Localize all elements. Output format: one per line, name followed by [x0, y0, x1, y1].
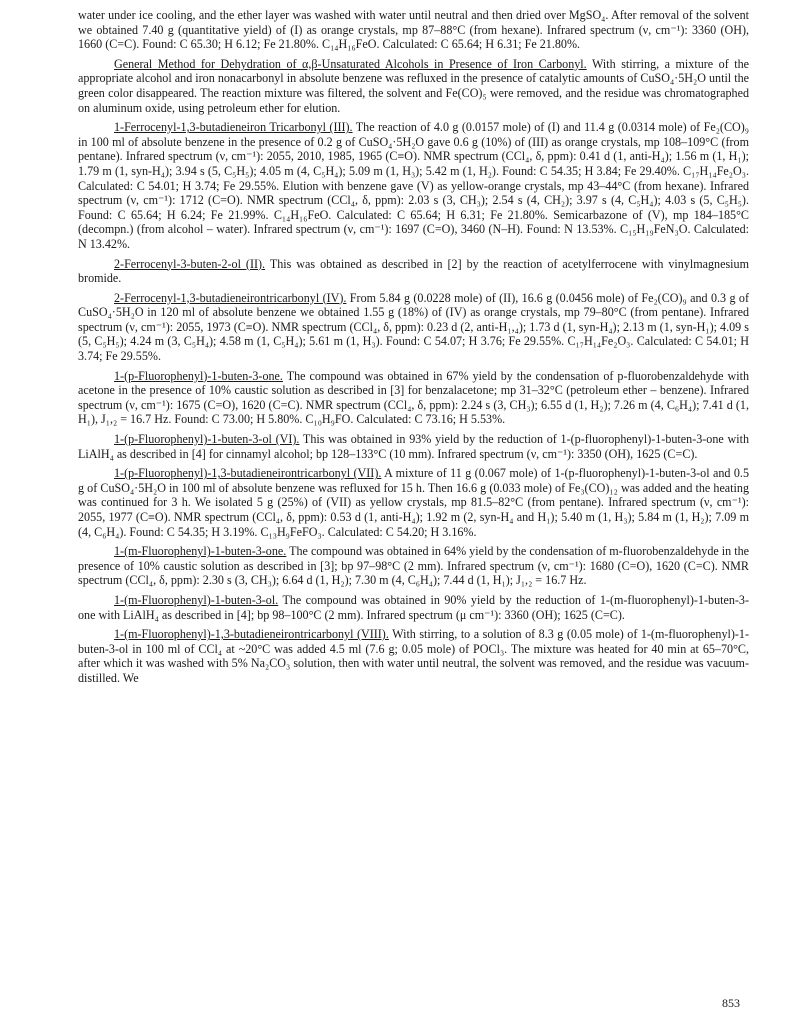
paragraph-p-fluorophenyl-butenone — [78, 369, 749, 427]
paragraph-text: This was obtained in 93% yield by the reduction of 1-(p-fluorophenyl)-1-buten-3-one with LiAlH₄ as described in [4] for cinnamyl alcohol; bp 128–133°C (10 mm). Infrared spectrum (ν, cm⁻¹): 3350 (OH), 1625 (C=C). — [78, 432, 749, 461]
paragraph-text: The compound was obtained in 90% yield by the reduction of 1-(m-fluorophenyl)-1-buten-3-one with LiAlH₄ as described in [4]; bp 98–100°C (2 mm). Infrared spectrum (μ cm⁻¹): 3360 (OH); 1625 (C=C). — [78, 592, 749, 622]
section-heading: 2-Ferrocenyl-1,3-butadieneirontricarbonyl (IV). — [114, 290, 347, 305]
paragraph-text: From 5.84 g (0.0228 mole) of (II), 16.6 g (0.0456 mole) of Fe₂(CO)₉ and 0.3 g of CuSO₄·5H₂O in 120 ml of absolute benzene we obtained 1.55 g (18%) of (IV) as orange crystals, mp 79–80°C (from pentane). Infrared spectrum (ν, cm⁻¹): 2055, 1973 (C≡O). NMR spectrum (CCl₄, δ, ppm): 0.23 d (2, anti-H₁,₄); 1.73 d (1, syn-H₄); 2.13 m (1, syn-H₁); 4.09 s (5, C₅H₅); 4.24 m (3, C₅H₄); 4.58 m (1, C₅H₄); 5.61 m (1, H₃). Found: C 54.07; H 3.76; Fe 29.55%. C₁₇H₁₄Fe₂O₃. Calculated: C 54.01; H 3.74; Fe 29.55%. — [78, 290, 749, 364]
page-number: 853 — [722, 996, 740, 1010]
paragraph-text: With stirring, to a solution of 8.3 g (0.05 mole) of 1-(m-fluorophenyl)-1-buten-3-ol in 100 ml of CCl₄ at ~20°C was added 4.5 ml (7.6 g; 0.05 mole) of POCl₃. The mixture was heated for 40 min at 65–70°C, after which it was washed with 5% Na₂CO₃ solution, then with water until neutral, the solvent was removed, and the residue was vacuum-distilled. We — [78, 627, 749, 685]
paragraph-text: water under ice cooling, and the ether layer was washed with water until neutral and then dried over MgSO₄. After removal of the solvent we obtained 7.40 g (quantitative yield) of (I) as orange crystals, mp 87–88°C (from hexane). Infrared spectrum (ν, cm⁻¹): 3360 (OH), 1660 (C=C). Found: C 65.30; H 6.12; Fe 21.80%. C₁₄H₁₆FeO. Calculated: C 65.64; H 6.31; Fe 21.80%. — [78, 8, 749, 52]
paragraph-compound-viii — [78, 627, 749, 685]
paragraph-text: The compound was obtained in 64% yield by the condensation of m-fluorobenzaldehyde in the presence of 10% caustic solution as described in [3]; bp 97–98°C (2 mm). Infrared spectrum (ν, cm⁻¹): 1680 (C=O), 1620 (C=C). NMR spectrum (CCl₄, δ, ppm): 2.30 s (3, CH₃); 6.64 d (1, H₂); 7.30 m (4, C₆H₄); 7.44 d (1, H₁); J₁,₂ = 16.7 Hz. — [78, 544, 749, 588]
paragraph-compound-vii — [78, 466, 749, 539]
paragraph-text: The reaction of 4.0 g (0.0157 mole) of (I) and 11.4 g (0.0314 mole) of Fe₂(CO)₉ in 100 ml of absolute benzene in the presence of 0.2 g of CuSO₄·5H₂O gave 0.6 g (10%) of (III) as orange crystals, mp 108–109°C (from pentane). Infrared spectrum (ν, cm⁻¹): 2055, 2010, 1985, 1965 (C≡O). NMR spectrum (CCl₄, δ, ppm): 0.41 d (1, anti-H₄); 1.56 m (1, H₁); 1.79 m (1, syn-H₄); 3.94 s (5, C₅H₅); 4.05 m (4, C₅H₄); 5.09 m (1, H₃); 5.42 m (1, H₂). Found: C 54.35; H 3.84; Fe 29.40%. C₁₇H₁₄Fe₂O₃. Calculated: C 54.01; H 3.74; Fe 29.55%. Elution with benzene gave (V) as yellow-orange crystals, mp 43–44°C (from hexane). Infrared spectrum (ν, cm⁻¹): 1712 (C=O). NMR spectrum (CCl₄, δ, ppm): 2.03 s (3, CH₃); 2.54 s (4, CH₂); 3.97 s (4, C₅H₄); 4.03 s (5, C₅H₅). Found: C 65.64; H 6.24; Fe 21.99%. C₁₄H₁₆FeO. Calculated: C 65.64; H 6.31; Fe 21.80%. Semicarbazone of (V), mp 184–185°C (decompn.) (from alcohol – water). Infrared spectrum (ν, cm⁻¹): 1697 (C=O), 3460 (N–H). Found: N 13.53%. C₁₅H₁₉FeN₃O. Calculated: N 13.42%. — [78, 120, 749, 251]
paragraph-compound-vi — [78, 432, 749, 461]
paragraph-m-fluorophenyl-butenone — [78, 544, 749, 588]
section-heading: General Method for Dehydration of α,β-Unsaturated Alcohols in Presence of Iron Carbonyl. — [114, 56, 587, 71]
paragraph-compound-iv — [78, 291, 749, 364]
paragraph-text: The compound was obtained in 67% yield by the condensation of p-fluorobenzaldehyde with acetone in the presence of 10% caustic solution as described in [3] for benzalacetone; mp 31–32°C (petroleum ether – benzene). Infrared spectrum (ν, cm⁻¹): 1675 (C=O), 1620 (C=C). NMR spectrum (CCl₄, δ, ppm): 2.24 s (3, CH₃); 6.55 d (1, H₂); 7.26 m (4, C₆H₄); 7.41 d (1, H₁), J₁,₂ = 16.7 Hz. Found: C 73.00; H 5.80%. C₁₀H₉FO. Calculated: C 73.16; H 5.53%. — [78, 368, 749, 427]
section-heading: 1-Ferrocenyl-1,3-butadieneiron Tricarbonyl (III). — [114, 120, 353, 135]
paragraph-continuation — [78, 8, 749, 52]
section-heading: 1-(m-Fluorophenyl)-1-buten-3-one. — [114, 544, 287, 559]
paragraph-compound-ii — [78, 257, 749, 286]
paragraph-text: With stirring, a mixture of the appropriate alcohol and iron nonacarbonyl in absolute benzene was refluxed in the presence of catalytic amounts of CuSO₄·5H₂O until the green color disappeared. The reaction mixture was filtered, the solvent and Fe(CO)₅ were removed, and the residue was chromatographed on aluminum oxide, using petroleum ether for elution. — [78, 56, 750, 115]
article-body — [78, 8, 749, 691]
paragraph-text: This was obtained as described in [2] by the reaction of acetylferrocene with vinylmagnesium bromide. — [78, 256, 749, 286]
paragraph-general-method — [78, 57, 749, 115]
paragraph-text: A mixture of 11 g (0.067 mole) of 1-(p-fluorophenyl)-1-buten-3-ol and 0.5 g of CuSO₄·5H₂O in 100 ml of absolute benzene was refluxed for 15 h. Then 16.6 g (0.033 mole) of Fe₃(CO)₁₂ was added and the heating was continued for 3 h. We isolated 5 g (25%) of (VII) as yellow crystals, mp 81.5–82°C (from pentane). Infrared spectrum (ν, cm⁻¹): 2055, 1977 (C≡O). NMR spectrum (CCl₄, δ, ppm): 0.53 d (1, anti-H₄); 1.92 m (2, syn-H₄ and H₁); 5.40 m (1, H₃); 5.84 m (1, H₂); 7.09 m (4, C₆H₄). Found: C 54.35; H 3.19%. C₁₃H₉FeFO₃. Calculated: C 54.20; H 3.16%. — [78, 466, 750, 539]
section-heading: 1-(m-Fluorophenyl)-1,3-butadieneirontricarbonyl (VIII). — [114, 627, 389, 642]
paragraph-m-fluorophenyl-butenol — [78, 593, 749, 622]
section-heading: 1-(m-Fluorophenyl)-1-buten-3-ol. — [114, 592, 279, 607]
section-heading: 1-(p-Fluorophenyl)-1-buten-3-one. — [114, 368, 283, 383]
paragraph-compound-iii — [78, 120, 749, 251]
section-heading: 1-(p-Fluorophenyl)-1-buten-3-ol (VI). — [114, 432, 300, 447]
section-heading: 2-Ferrocenyl-3-buten-2-ol (II). — [114, 256, 266, 271]
section-heading: 1-(p-Fluorophenyl)-1,3-butadieneirontricarbonyl (VII). — [114, 466, 382, 481]
